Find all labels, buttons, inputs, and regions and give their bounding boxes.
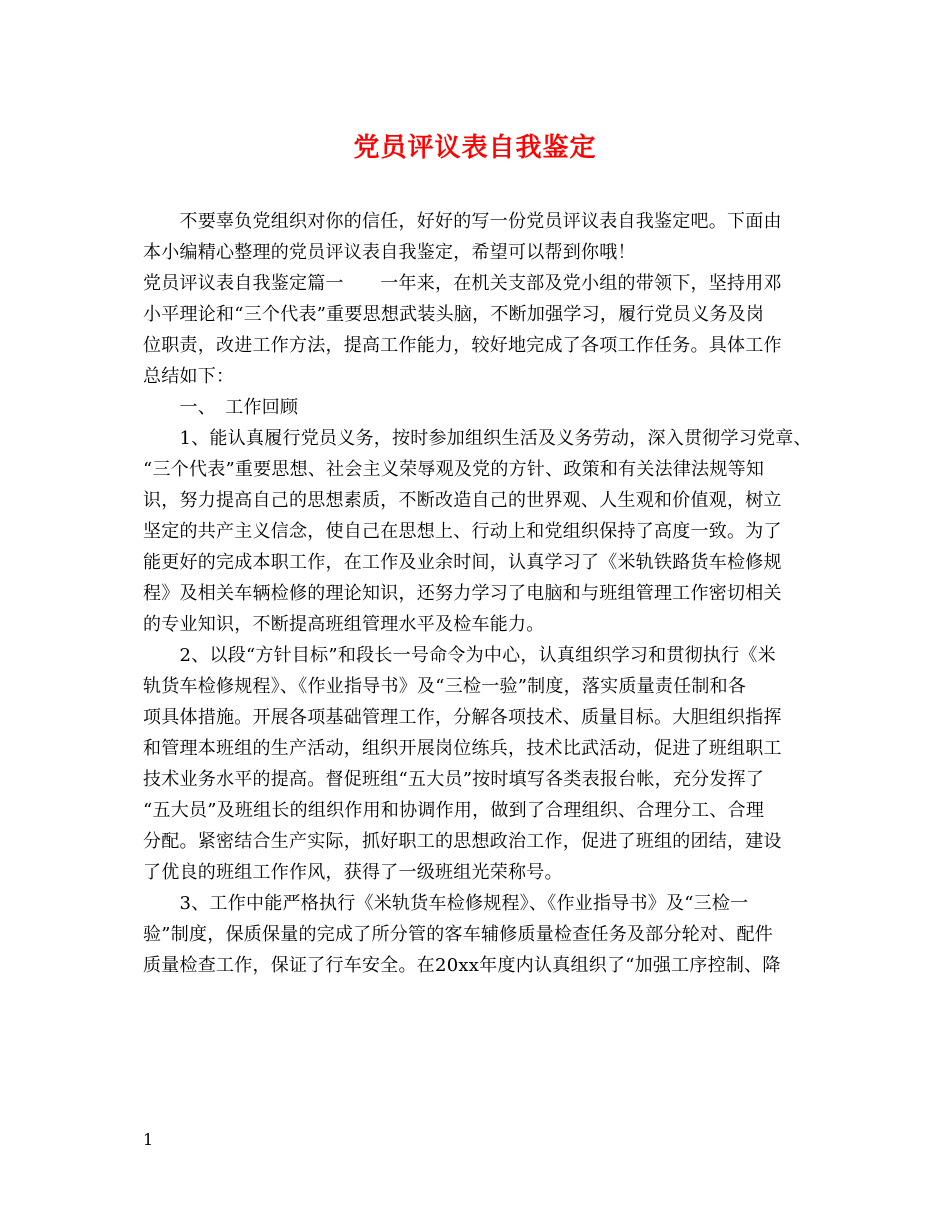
body-line: 技术业务水平的提高。督促班组“五大员”按时填写各类表报台帐，充分发挥了 — [143, 769, 765, 790]
body-line: 和管理本班组的生产活动，组织开展岗位练兵，技术比武活动，促进了班组职工 — [143, 738, 782, 759]
body-line: 轨货车检修规程》、《作业指导书》及“三检一验”制度，落实质量责任制和各 — [143, 676, 747, 697]
body-line: 验”制度，保质保量的完成了所分管的客车辅修质量检查任务及部分轮对、配件 — [143, 924, 773, 945]
document-title: 党员评议表自我鉴定 — [353, 133, 597, 163]
body-line: 党员评议表自我鉴定篇一 一年来，在机关支部及党小组的带领下，坚持用邓 — [143, 273, 782, 294]
body-line: 位职责，改进工作方法，提高工作能力，较好地完成了各项工作任务。具体工作 — [143, 335, 782, 356]
body-line: 程》及相关车辆检修的理论知识，还努力学习了电脑和与班组管理工作密切相关 — [143, 583, 782, 604]
body-line: 分配。紧密结合生产实际，抓好职工的思想政治工作，促进了班组的团结，建设 — [143, 831, 782, 852]
body-line: 一、 工作回顾 — [143, 397, 299, 418]
body-line: 项具体措施。开展各项基础管理工作，分解各项技术、质量目标。大胆组织指挥 — [143, 707, 782, 728]
body-line: 质量检查工作，保证了行车安全。在20xx年度内认真组织了“加强工序控制、降 — [143, 955, 781, 976]
body-line: “三个代表”重要思想、社会主义荣辱观及党的方针、政策和有关法律法规等知 — [143, 459, 765, 480]
body-line: 的专业知识，不断提高班组管理水平及检车能力。 — [143, 614, 545, 635]
body-line: 总结如下： — [143, 366, 235, 387]
body-line: “五大员”及班组长的组织作用和协调作用，做到了合理组织、合理分工、合理 — [143, 800, 765, 821]
body-line: 3、工作中能严格执行《米轨货车检修规程》、《作业指导书》及“三检一 — [143, 893, 749, 914]
body-line: 识，努力提高自己的思想素质，不断改造自己的世界观、人生观和价值观，树立 — [143, 490, 782, 511]
body-line: 了优良的班组工作作风，获得了一级班组光荣称号。 — [143, 862, 563, 883]
body-line: 本小编精心整理的党员评议表自我鉴定，希望可以帮到你哦！ — [143, 242, 636, 263]
page-number: 1 — [143, 1130, 154, 1149]
document-body — [143, 206, 815, 981]
body-line: 坚定的共产主义信念，使自己在思想上、行动上和党组织保持了高度一致。为了 — [143, 521, 782, 542]
body-line: 能更好的完成本职工作，在工作及业余时间，认真学习了《米轨铁路货车检修规 — [143, 552, 782, 573]
body-line: 小平理论和“三个代表”重要思想武装头脑，不断加强学习，履行党员义务及岗 — [143, 304, 765, 325]
body-line: 2、以段“方针目标”和段长一号命令为中心，认真组织学习和贯彻执行《米 — [143, 645, 776, 666]
body-line: 1、能认真履行党员义务，按时参加组织生活及义务劳动，深入贯彻学习党章、 — [143, 428, 812, 449]
body-line: 不要辜负党组织对你的信任，好好的写一份党员评议表自我鉴定吧。下面由 — [143, 211, 782, 232]
